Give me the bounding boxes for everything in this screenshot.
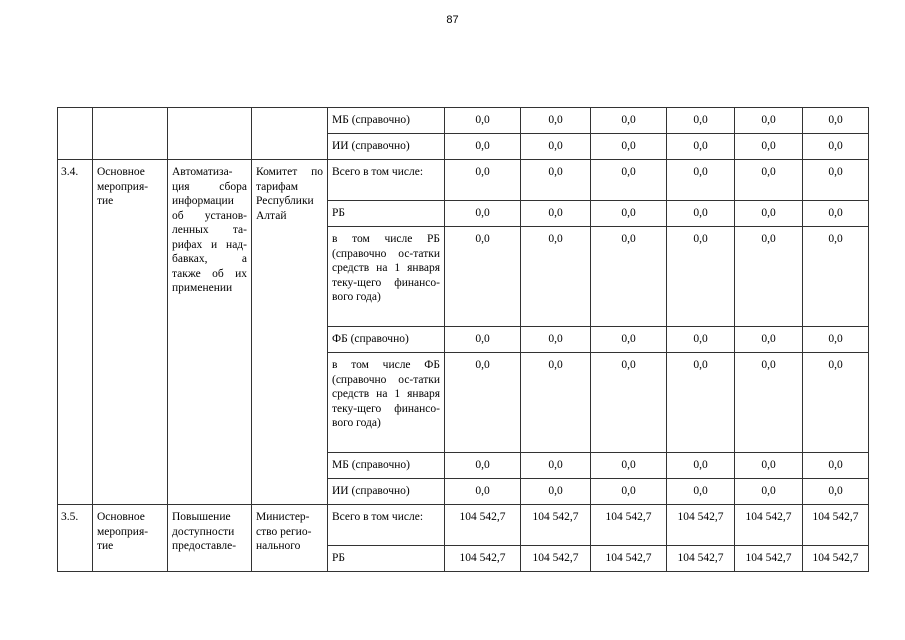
name-cell — [168, 108, 252, 160]
value-cell: 0,0 — [445, 134, 521, 160]
executor-cell — [252, 108, 328, 160]
value-cell: 0,0 — [803, 160, 869, 201]
value-cell: 0,0 — [591, 227, 667, 327]
type-cell — [93, 108, 168, 160]
source-cell: ФБ (справочно) — [328, 327, 445, 353]
value-cell: 0,0 — [803, 201, 869, 227]
type-cell: Основное мероприя-тие — [93, 505, 168, 572]
source-cell: ИИ (справочно) — [328, 134, 445, 160]
value-cell: 0,0 — [667, 134, 735, 160]
value-cell: 0,0 — [667, 160, 735, 201]
value-cell: 0,0 — [445, 108, 521, 134]
value-cell: 0,0 — [735, 108, 803, 134]
source-cell: МБ (справочно) — [328, 108, 445, 134]
value-cell: 104 542,7 — [667, 505, 735, 546]
type-cell: Основное мероприя-тие — [93, 160, 168, 505]
number-cell — [58, 108, 93, 160]
table-row — [58, 505, 869, 546]
value-cell: 0,0 — [735, 479, 803, 505]
value-cell: 0,0 — [521, 453, 591, 479]
value-cell: 0,0 — [591, 353, 667, 453]
value-cell: 0,0 — [591, 160, 667, 201]
budget-table — [57, 107, 869, 572]
value-cell: 0,0 — [591, 108, 667, 134]
value-cell: 0,0 — [445, 160, 521, 201]
value-cell: 0,0 — [667, 327, 735, 353]
number-cell: 3.4. — [58, 160, 93, 505]
source-cell: РБ — [328, 546, 445, 572]
value-cell: 0,0 — [803, 453, 869, 479]
value-cell: 0,0 — [667, 108, 735, 134]
value-cell: 0,0 — [667, 353, 735, 453]
value-cell: 0,0 — [591, 327, 667, 353]
value-cell: 0,0 — [521, 108, 591, 134]
value-cell: 0,0 — [803, 479, 869, 505]
source-cell: в том числе РБ (справочно ос-татки средств на 1 января теку-щего финансо-вого года) — [328, 227, 445, 327]
value-cell: 104 542,7 — [735, 505, 803, 546]
value-cell: 0,0 — [667, 479, 735, 505]
value-cell: 0,0 — [667, 453, 735, 479]
value-cell: 0,0 — [735, 453, 803, 479]
value-cell: 0,0 — [803, 353, 869, 453]
value-cell: 104 542,7 — [445, 546, 521, 572]
value-cell: 0,0 — [445, 353, 521, 453]
value-cell: 104 542,7 — [803, 505, 869, 546]
value-cell: 0,0 — [521, 479, 591, 505]
value-cell: 0,0 — [521, 227, 591, 327]
value-cell: 104 542,7 — [591, 505, 667, 546]
value-cell: 104 542,7 — [521, 505, 591, 546]
value-cell: 0,0 — [445, 327, 521, 353]
value-cell: 0,0 — [445, 201, 521, 227]
value-cell: 0,0 — [521, 327, 591, 353]
table-row — [58, 108, 869, 134]
source-cell: Всего в том числе: — [328, 505, 445, 546]
value-cell: 0,0 — [521, 160, 591, 201]
value-cell: 0,0 — [521, 353, 591, 453]
value-cell: 0,0 — [735, 353, 803, 453]
value-cell: 0,0 — [735, 134, 803, 160]
value-cell: 0,0 — [735, 327, 803, 353]
name-cell: Автоматиза-ция сбора информации об установ-ленных та-рифах и над-бавках, а также об их применении — [168, 160, 252, 505]
table-body — [58, 108, 869, 572]
value-cell: 0,0 — [591, 479, 667, 505]
value-cell: 0,0 — [445, 227, 521, 327]
value-cell: 104 542,7 — [521, 546, 591, 572]
value-cell: 0,0 — [521, 134, 591, 160]
value-cell: 0,0 — [445, 479, 521, 505]
value-cell: 0,0 — [591, 201, 667, 227]
value-cell: 0,0 — [803, 108, 869, 134]
executor-cell: Комитет по тарифам Республики Алтай — [252, 160, 328, 505]
page-number: 87 — [446, 14, 459, 26]
value-cell: 0,0 — [735, 227, 803, 327]
number-cell: 3.5. — [58, 505, 93, 572]
executor-cell: Министер-ство регио-нального — [252, 505, 328, 572]
value-cell: 0,0 — [667, 201, 735, 227]
value-cell: 0,0 — [735, 201, 803, 227]
source-cell: МБ (справочно) — [328, 453, 445, 479]
table-row — [58, 160, 869, 201]
name-cell: Повышение доступности предоставле- — [168, 505, 252, 572]
value-cell: 104 542,7 — [803, 546, 869, 572]
value-cell: 104 542,7 — [445, 505, 521, 546]
source-cell: РБ — [328, 201, 445, 227]
value-cell: 0,0 — [803, 227, 869, 327]
value-cell: 0,0 — [591, 134, 667, 160]
value-cell: 0,0 — [445, 453, 521, 479]
value-cell: 0,0 — [803, 134, 869, 160]
value-cell: 0,0 — [521, 201, 591, 227]
value-cell: 0,0 — [667, 227, 735, 327]
source-cell: Всего в том числе: — [328, 160, 445, 201]
value-cell: 104 542,7 — [591, 546, 667, 572]
value-cell: 0,0 — [735, 160, 803, 201]
source-cell: ИИ (справочно) — [328, 479, 445, 505]
source-cell: в том числе ФБ (справочно ос-татки средств на 1 января теку-щего финансо-вого года) — [328, 353, 445, 453]
value-cell: 0,0 — [591, 453, 667, 479]
value-cell: 104 542,7 — [735, 546, 803, 572]
value-cell: 0,0 — [803, 327, 869, 353]
value-cell: 104 542,7 — [667, 546, 735, 572]
